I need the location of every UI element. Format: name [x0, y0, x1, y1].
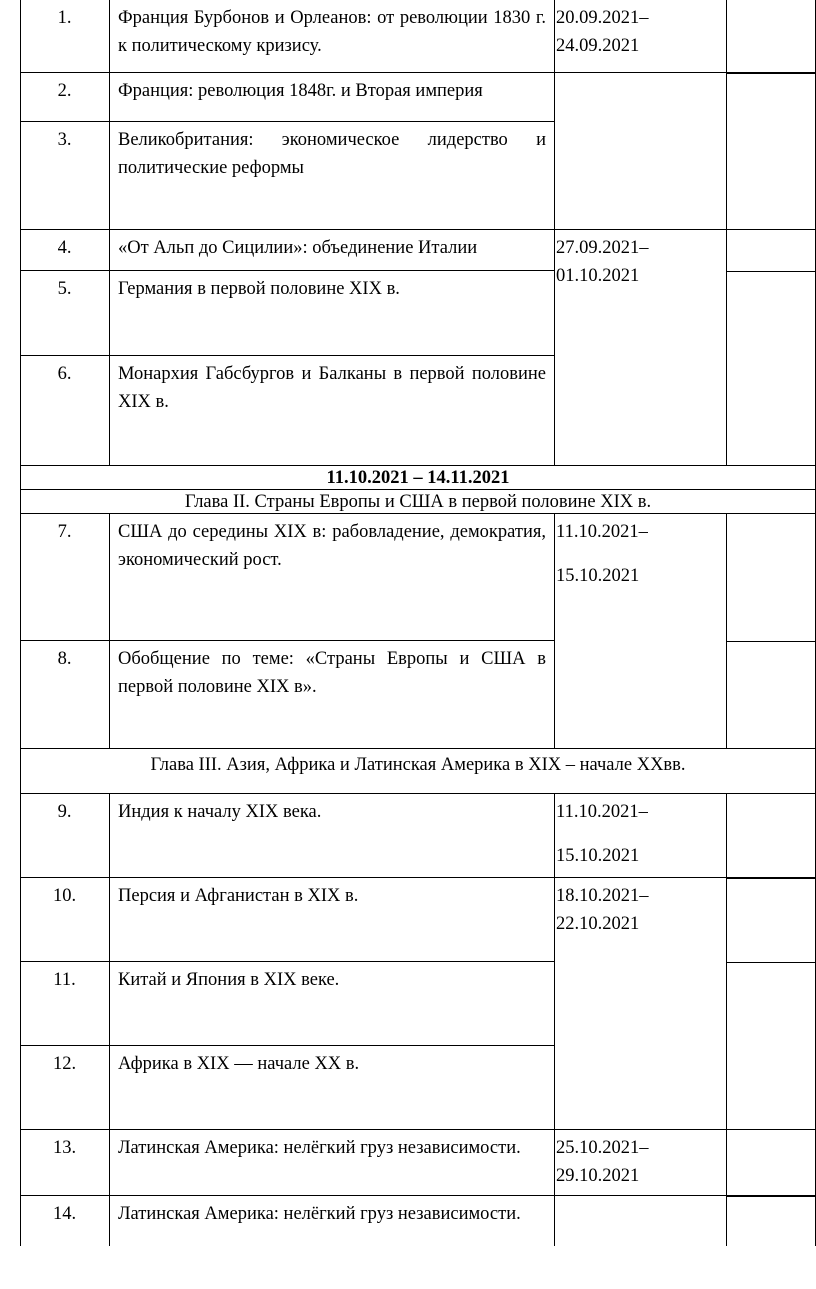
table-row: [20, 73, 554, 122]
row-topic: Монархия Габсбургов и Балканы в первой половине XIX в.: [118, 364, 546, 412]
table-row: [20, 794, 816, 878]
row-number: 12.: [52, 1054, 77, 1074]
row-number: 11.: [53, 970, 76, 990]
column-divider: [109, 794, 110, 1246]
column-divider: [554, 514, 555, 749]
row-date: 27.09.2021–01.10.2021: [556, 238, 649, 286]
date-end: 15.10.2021: [556, 566, 640, 586]
row-topic: Великобритания: экономическое лидерство и политические реформы: [118, 130, 546, 178]
table-row: [20, 271, 554, 356]
row-number: 1.: [57, 8, 72, 28]
row-number: 4.: [57, 238, 72, 258]
date-start: 11.10.2021–: [556, 802, 648, 822]
row-number: 2.: [57, 81, 72, 101]
row-topic: Африка в XIX — начале XX в.: [118, 1054, 360, 1074]
column-divider: [726, 514, 727, 749]
row-topic: Франция Бурбонов и Орлеанов: от революции 1830 г. к политическому кризису.: [118, 8, 546, 56]
table-row: [20, 1196, 554, 1246]
row-topic: Франция: революция 1848г. и Вторая империя: [118, 81, 483, 101]
table-row: [20, 514, 554, 641]
extra-cell-border: [726, 878, 816, 879]
row-date: [554, 514, 726, 749]
row-number: 9.: [57, 802, 72, 822]
date-start: 11.10.2021–: [556, 522, 648, 542]
row-number: 5.: [57, 279, 72, 299]
extra-cell-border: [726, 641, 816, 642]
row-topic: Обобщение по теме: «Страны Европы и США в первой половине XIX в».: [118, 649, 546, 697]
column-divider: [554, 794, 555, 1246]
table-row: [20, 230, 554, 271]
row-topic: «От Альп до Сицилии»: объединение Италии: [118, 238, 478, 258]
row-number: 14.: [52, 1204, 77, 1224]
row-topic: Китай и Япония в XIX веке.: [118, 970, 340, 990]
row-date: 25.10.2021–29.10.2021: [556, 1138, 649, 1186]
row-date: 18.10.2021–22.10.2021: [556, 886, 649, 934]
row-number: 13.: [52, 1138, 77, 1158]
column-divider: [109, 514, 110, 749]
row-number: 10.: [52, 886, 77, 906]
table-border-left: [20, 0, 21, 1246]
extra-cell-border: [726, 271, 816, 272]
row-date: 20.09.2021–24.09.2021: [556, 8, 649, 56]
period-heading: 11.10.2021 – 14.11.2021: [20, 466, 816, 490]
row-topic: Латинская Америка: нелёгкий груз независимости.: [118, 1204, 521, 1224]
column-divider: [726, 794, 727, 1246]
extra-cell-border: [726, 1196, 816, 1197]
row-topic: Индия к началу XIX века.: [118, 802, 322, 822]
row-topic: Германия в первой половине XIX в.: [118, 279, 400, 299]
table-row: [20, 962, 554, 1046]
row-number: 6.: [57, 364, 72, 384]
row-topic: Персия и Афганистан в XIX в.: [118, 886, 359, 906]
column-divider: [109, 0, 110, 466]
table-row: [20, 878, 554, 962]
row-topic: Латинская Америка: нелёгкий груз независимости.: [118, 1138, 521, 1158]
date-end: 15.10.2021: [556, 846, 640, 866]
column-divider: [726, 0, 727, 466]
chapter-heading: Глава III. Азия, Африка и Латинская Америка в XIX – начале XXвв.: [20, 749, 816, 794]
extra-cell-border: [726, 962, 816, 963]
row-date: [554, 794, 726, 877]
row-topic: США до середины XIX в: рабовладение, демократия, экономический рост.: [118, 522, 546, 570]
row-number: 8.: [57, 649, 72, 669]
chapter-heading: Глава II. Страны Европы и США в первой половине XIX в.: [20, 490, 816, 514]
column-divider: [554, 0, 555, 466]
row-number: 3.: [57, 130, 72, 150]
extra-cell-border: [726, 73, 816, 74]
row-number: 7.: [57, 522, 72, 542]
